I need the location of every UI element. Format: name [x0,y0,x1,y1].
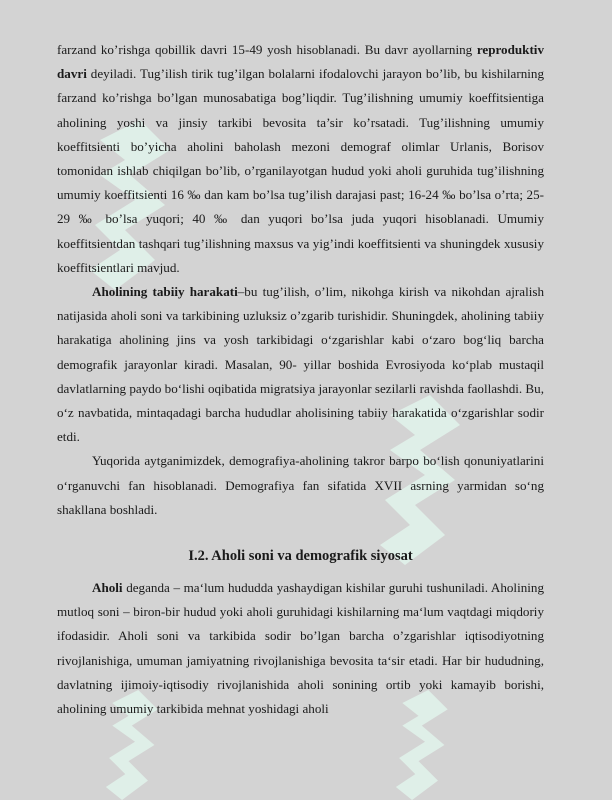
paragraph-natural-movement: Aholining tabiiy harakati–bu tug’ilish, o’lim, nikohga kirish va nikohdan ajralish natijasida aholi soni va tarkibining uzluksiz o’zgarib turishidir. Shuningdek, aholining tabiiy harakatiga aholining jins va yosh tarkibidagi o‘zgarishlar kabi o‘zaro bog‘liq barcha demografik jarayonlar kiradi. Masalan, 90- yillar boshida Evrosiyoda ko‘plab mustaqil davlatlarning paydo bo‘lishi oqibatida migratsiya jarayonlar sezilarli ravishda faollashdi. Bu, o‘z navbatida, mintaqadagi barcha hududlar aholisining tabiiy harakatida o‘zgarishlar sodir etdi. [57,284,544,445]
term-population: Aholi [92,580,123,596]
term-natural-movement: Aholining tabiiy harakati [92,284,238,300]
paragraph-fertility: farzand ko’rishga qobillik davri 15-49 yosh hisoblanadi. Bu davr ayollarning reproduktiv davri deyiladi. Tug’ilish tirik tug’ilgan bolalarni ifodalovchi jarayon bo’lib, bu kishilarning farzand ko’rishga bo’lgan munosabatiga bog’liqdir. Tug’ilishning umumiy koeffitsientiga aholining yoshi va jinsiy tarkibi bevosita ta’sir ko’rsatadi. Tug’ilishning umumiy koeffitsienti bo’yicha aholini baholash mezoni demograf olimlar Urlanis, Borisov tomonidan ishlab chiqilgan bo’lib, o’rganilayotgan hudud yoki aholi guruhida tug’ilishning umumiy koeffitsienti 16 ‰ dan kam bo’lsa tug’ilish darajasi past; 16-24 ‰ bo’lsa o’rta; 25-29 ‰ bo’lsa yuqori; 40 ‰ dan yuqori bo’lsa juda yuqori hisoblanadi. Umumiy koeffitsientdan tashqari tug’ilishning maxsus va yig’indi koeffitsienti va shuningdek xususiy koeffitsientlari mavjud. [57,42,544,275]
paragraph-demography-science: Yuqorida aytganimizdek, demografiya-aholining takror barpo bo‘lish qonuniyatlarini o‘rganuvchi fan hisoblanadi. Demografiya fan sifatida XVII asrning yarmidan so‘ng shakllana boshladi. [57,453,544,517]
document-body [57,38,544,721]
term-reproductive-period: reproduktiv davri [57,42,544,82]
section-heading: I.2. Aholi soni va demografik siyosat [188,548,413,565]
paragraph-population: Aholi deganda – ma‘lum hududda yashaydigan kishilar guruhi tushuniladi. Aholining mutloq soni – biron-bir hudud yoki aholi guruhidagi kishilarning ma‘lum vaqtdagi miqdoriy ifodasidir. Aholi soni va tarkibida sodir bo’lgan barcha o’zgarishlar iqtisodiyotning rivojlanishiga, umuman jamiyatning rivojlanishiga bevosita ta‘sir etadi. Har bir hududning, davlatning ijimoiy-iqtisodiy rivojlanishida aholi sonining ortib yoki kamayib borishi, aholining umumiy tarkibida mehnat yoshidagi aholi [57,580,544,717]
